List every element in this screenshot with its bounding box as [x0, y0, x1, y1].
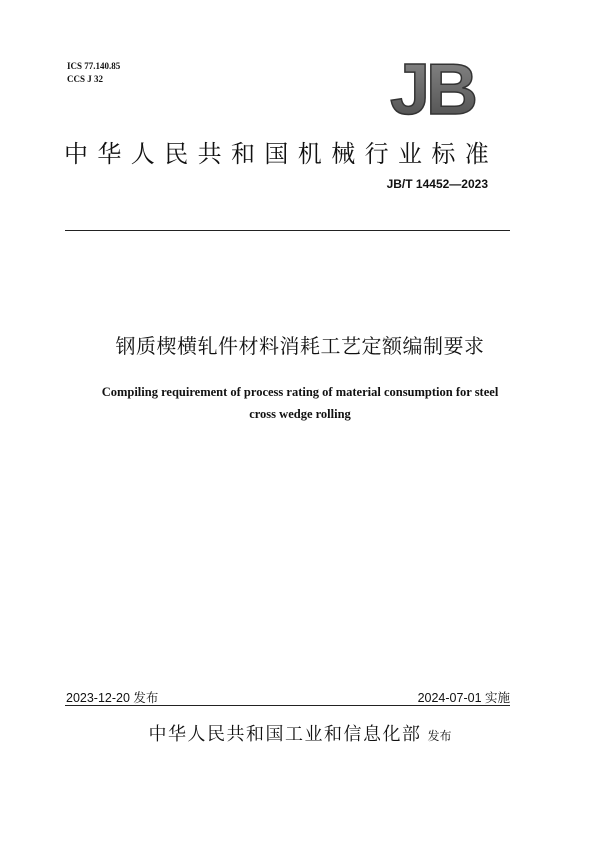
- ccs-code: CCS J 32: [67, 74, 104, 84]
- title-english-line-2: cross wedge rolling: [249, 407, 351, 421]
- issuer-action: 发布: [427, 729, 452, 743]
- standard-number: JB/T 14452—2023: [386, 177, 488, 191]
- bottom-divider: [65, 705, 510, 706]
- classification-codes: [67, 60, 120, 86]
- document-title-chinese: 钢质楔横轧件材料消耗工艺定额编制要求: [115, 334, 485, 358]
- industry-standard-title: 中华人民共和国机械行业标准: [64, 140, 499, 168]
- document-title-english: [0, 381, 600, 425]
- title-english-line-1: Compiling requirement of process rating of material consumption for steel: [101, 385, 499, 399]
- issuer-block: [0, 720, 600, 746]
- top-divider: [65, 230, 510, 231]
- jb-logo-text: JB: [389, 56, 475, 118]
- publish-date: 2023-12-20 发布: [66, 691, 159, 705]
- jb-logo: [378, 56, 486, 118]
- implement-date: 2024-07-01 实施: [417, 691, 510, 705]
- ics-code: ICS 77.140.85: [67, 61, 121, 71]
- issuer-name: 中华人民共和国工业和信息化部: [148, 724, 422, 745]
